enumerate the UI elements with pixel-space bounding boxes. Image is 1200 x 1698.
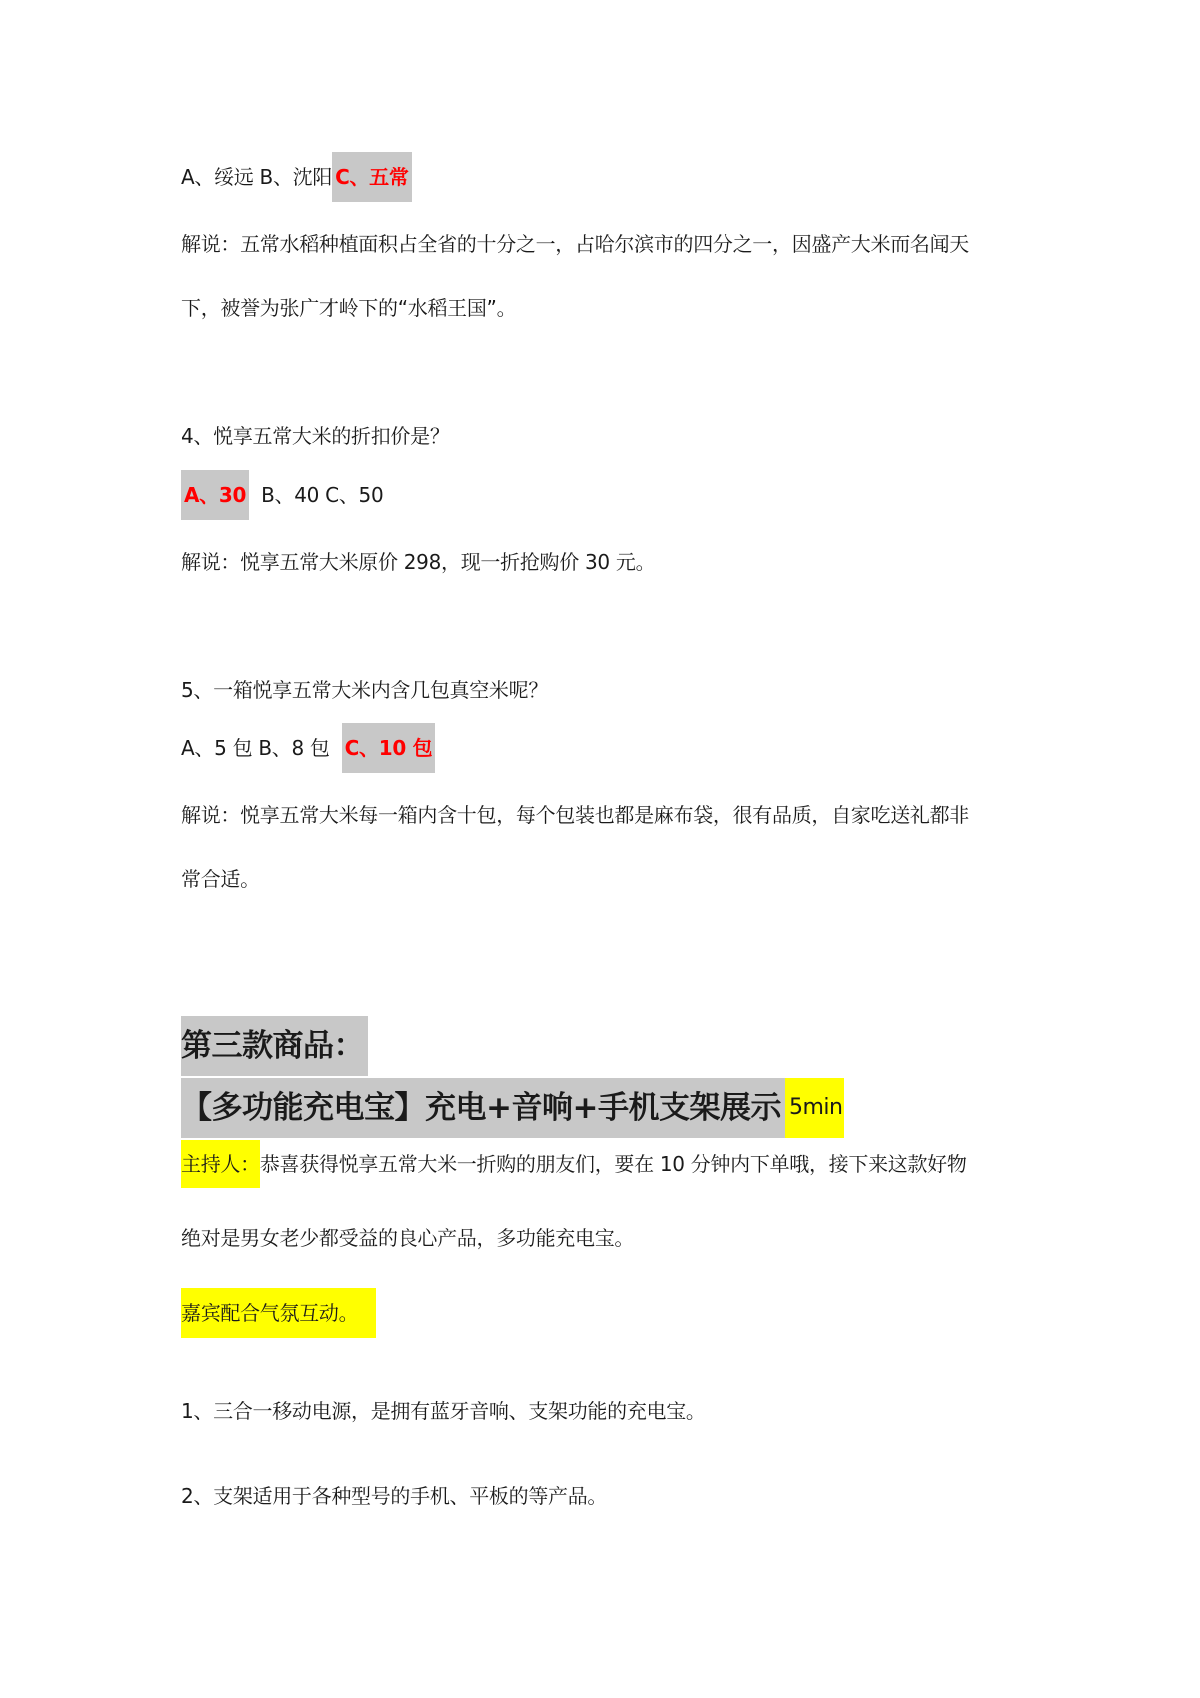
q4-question: 4、悦享五常大米的折扣价是？ xyxy=(181,424,450,448)
q5-explanation-line1: 解说：悦享五常大米每一箱内含十包，每个包装也都是麻布袋，很有品质，自家吃送礼都非 xyxy=(181,803,969,827)
q5-options-plain: A、5 包 B、8 包 xyxy=(181,736,330,760)
guest-note: 嘉宾配合气氛互动。 xyxy=(181,1288,376,1338)
q3-explanation-line1: 解说：五常水稻种植面积占全省的十分之一，占哈尔滨市的四分之一，因盛产大米而名闻天 xyxy=(181,232,969,256)
feature-item: 1、三合一移动电源，是拥有蓝牙音响、支架功能的充电宝。 xyxy=(181,1399,706,1423)
host-label: 主持人： xyxy=(181,1140,260,1188)
q5-options-row xyxy=(181,723,435,773)
host-text-line2: 绝对是男女老少都受益的良心产品，多功能充电宝。 xyxy=(181,1226,635,1250)
section-title-row xyxy=(181,1016,368,1076)
q4-options-row xyxy=(181,470,383,520)
q5-explanation-line2: 常合适。 xyxy=(181,867,260,891)
q4-options-plain: B、40 C、50 xyxy=(261,483,384,507)
q3-options-plain: A、绥远 B、沈阳 xyxy=(181,165,333,189)
product-title: 【多功能充电宝】充电+音响+手机支架展示 xyxy=(181,1078,785,1138)
feature-item: 2、支架适用于各种型号的手机、平板的等产品。 xyxy=(181,1484,608,1508)
q3-explanation-line2: 下，被誉为张广才岭下的“水稻王国”。 xyxy=(181,296,517,320)
q5-correct-option: C、10 包 xyxy=(342,723,436,773)
q4-correct-option: A、30 xyxy=(181,470,249,520)
guest-note-row xyxy=(181,1288,376,1338)
q4-explanation: 解说：悦享五常大米原价 298，现一折抢购价 30 元。 xyxy=(181,550,656,574)
duration-badge: 5min xyxy=(785,1078,844,1138)
product-title-row xyxy=(181,1078,844,1138)
q5-question: 5、一箱悦享五常大米内含几包真空米呢？ xyxy=(181,678,549,702)
q3-options-row xyxy=(181,152,412,202)
section-title: 第三款商品： xyxy=(181,1016,368,1076)
q3-correct-option: C、五常 xyxy=(332,152,411,202)
host-text-line1: 恭喜获得悦享五常大米一折购的朋友们，要在 10 分钟内下单哦，接下来这款好物 xyxy=(259,1152,967,1176)
host-line1 xyxy=(181,1140,967,1188)
